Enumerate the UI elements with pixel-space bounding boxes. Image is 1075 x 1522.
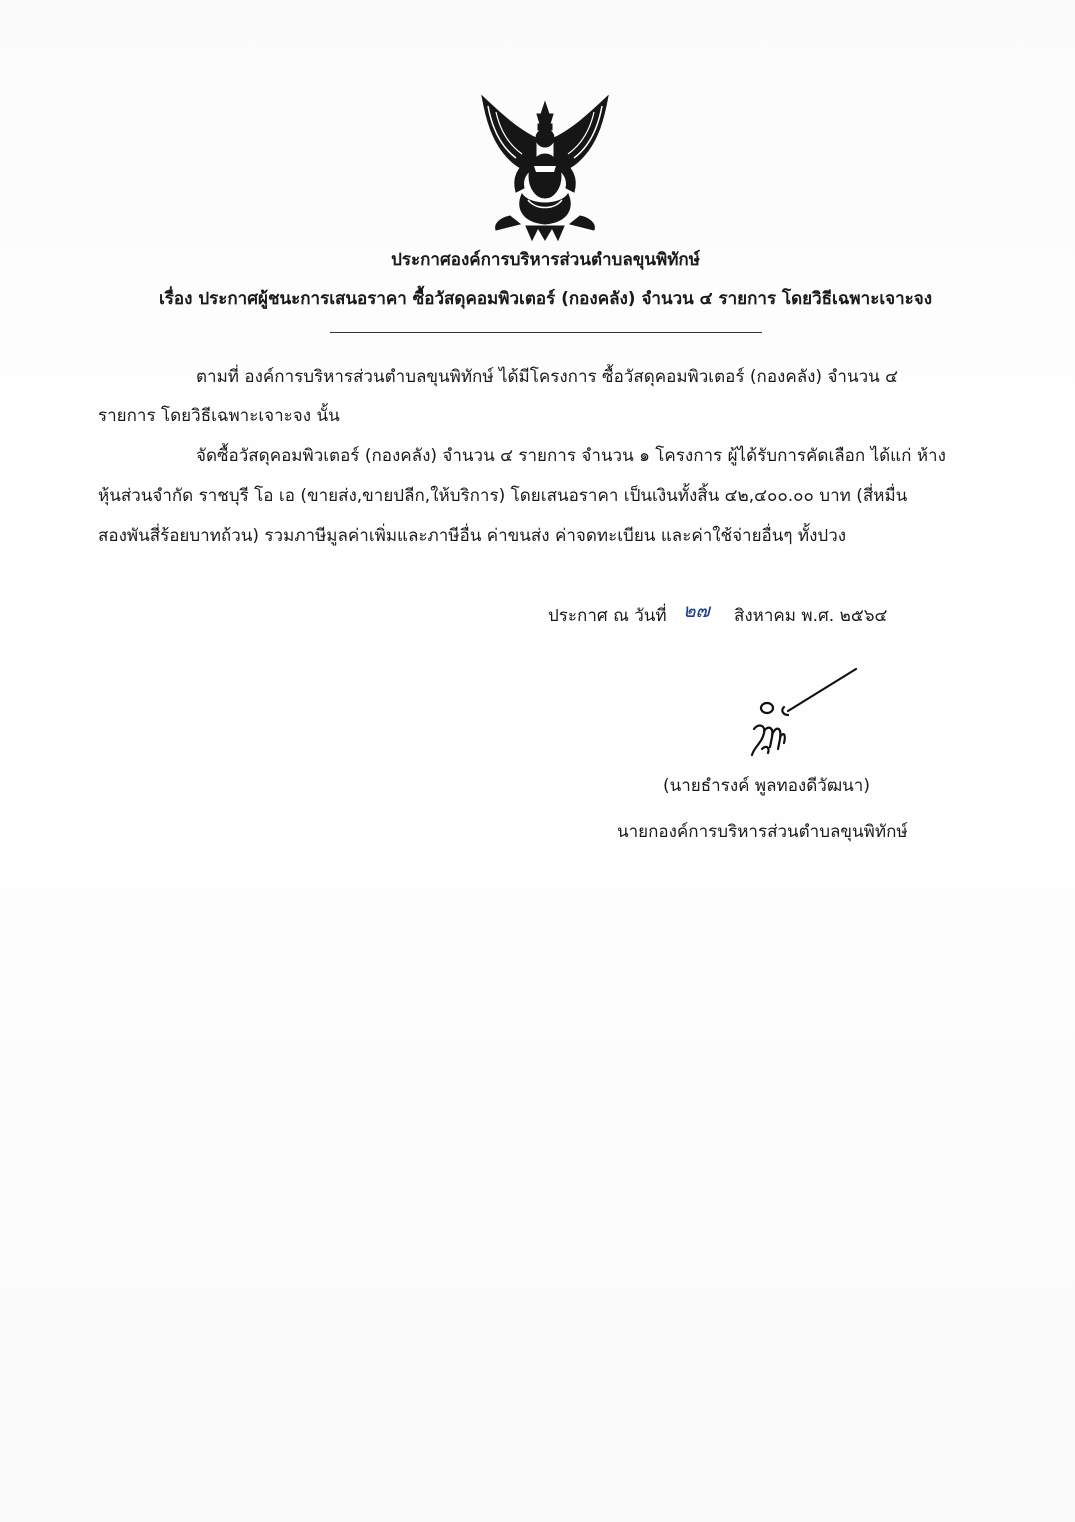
announcement-subject: เรื่อง ประกาศผู้ชนะการเสนอราคา ซื้อวัสดุคอมพิวเตอร์ (กองคลัง) จำนวน ๔ รายการ โดยวิธีเฉพาะเจาะจง bbox=[158, 289, 933, 309]
paragraph-2-line-1: จัดซื้อวัสดุคอมพิวเตอร์ (กองคลัง) จำนวน ๔ รายการ จำนวน ๑ โครงการ ผู้ได้รับการคัดเลือก ได้แก่ ห้าง bbox=[196, 446, 946, 466]
paragraph-2-line-3: สองพันสี่ร้อยบาทถ้วน) รวมภาษีมูลค่าเพิ่มและภาษีอื่น ค่าขนส่ง ค่าจดทะเบียน และค่าใช้จ่ายอื่นๆ ทั้งปวง bbox=[98, 526, 847, 546]
paragraph-2-line-2: หุ้นส่วนจำกัด ราชบุรี โอ เอ (ขายส่ง,ขายปลีก,ให้บริการ) โดยเสนอราคา เป็นเงินทั้งสิ้น ๔๒,๔๐๐.๐๐ บาท (สี่หมื่น bbox=[98, 486, 908, 506]
announcement-date-prefix: ประกาศ ณ วันที่ bbox=[548, 606, 667, 626]
signatory-position: นายกองค์การบริหารส่วนตำบลขุนพิทักษ์ bbox=[617, 822, 908, 842]
paragraph-1-line-1: ตามที่ องค์การบริหารส่วนตำบลขุนพิทักษ์ ได้มีโครงการ ซื้อวัสดุคอมพิวเตอร์ (กองคลัง) จำนวน ๔ bbox=[196, 367, 899, 387]
announcement-title: ประกาศองค์การบริหารส่วนตำบลขุนพิทักษ์ bbox=[391, 250, 700, 270]
announcement-month-year: สิงหาคม พ.ศ. ๒๕๖๔ bbox=[734, 606, 888, 626]
signatory-name: (นายธำรงค์ พูลทองดีวัฒนา) bbox=[663, 776, 870, 796]
handwritten-signature bbox=[740, 665, 865, 770]
garuda-emblem-icon bbox=[470, 88, 620, 243]
title-divider bbox=[330, 332, 762, 333]
announcement-day-handwritten: ๒๗ bbox=[683, 600, 710, 622]
paragraph-1-line-2: รายการ โดยวิธีเฉพาะเจาะจง นั้น bbox=[98, 406, 340, 426]
